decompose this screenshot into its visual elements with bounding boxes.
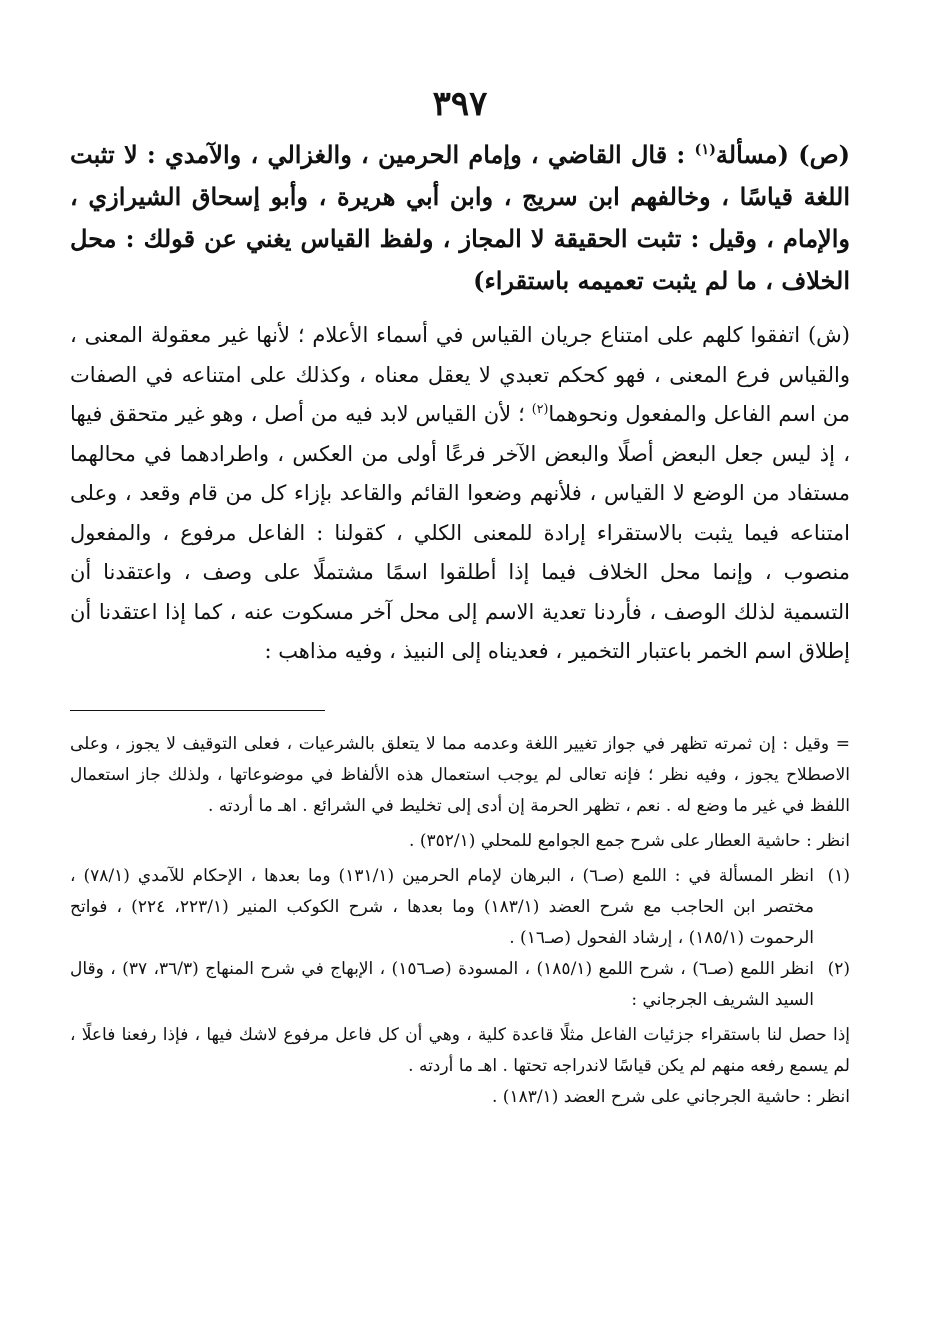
- matn-prefix: (ص) (مسألة: [715, 140, 850, 169]
- footnote-number: (١): [827, 865, 850, 886]
- sharh-text-after: ؛ لأن القياس لابد فيه من أصل ، وهو غير متحقق فيها ، إذ ليس جعل البعض أصلًا والبعض الآخر فرعًا أولى من العكس ، واطرادهما في محالهما مستفاد من الوضع لا القياس ، فلأنهم وضعوا القائم والقاعد بإزاء كل من قام وقعد ، وعلى امتناعه فيما يثبت بالاستقراء إرادة للمعنى الكلي ، كقولنا : الفاعل مرفوع ، والمفعول منصوب ، وإنما محل الخلاف فيما إذا أطلقوا اسمًا مشتملًا على وصف ، واعتقدنا أن التسمية لذلك الوصف ، فأردنا تعدية الاسم إلى محل آخر مسكوت عنه ، كما إذا اعتقدنا أن إطلاق اسم الخمر باعتبار التخمير ، فعديناه إلى النبيذ ، وفيه مذاهب :: [70, 402, 850, 663]
- matn-text: : قال القاضي ، وإمام الحرمين ، والغزالي ، والآمدي : لا تثبت اللغة قياسًا ، وخالفهم ابن سريج ، وابن أبي هريرة ، وأبو إسحاق الشيرازي ، والإمام ، وقيل : تثبت الحقيقة لا المجاز ، ولفظ القياس يغني عن قولك : محل الخلاف ، ما لم يثبت تعميمه باستقراء): [70, 140, 850, 295]
- sharh-footnote-ref: (٢): [531, 401, 549, 416]
- footnote-text: انظر اللمع (صـ٦) ، شرح اللمع (١٨٥/١) ، المسودة (صـ١٥٦) ، الإبهاج في شرح المنهاج (٣٦/٣، ٣٧) ، وقال السيد الشريف الجرجاني :: [70, 958, 815, 1010]
- footnote-2: [70, 954, 850, 1016]
- footnote-number: (٢): [827, 958, 850, 979]
- footnote-1: [70, 861, 850, 954]
- footnote-quote: إذا حصل لنا باستقراء جزئيات الفاعل مثلًا قاعدة كلية ، وهي أن كل فاعل مرفوع لاشك فيها ، فإذا رفعنا فاعلًا ، لم يسمع رفعه منهم لم يكن قياسًا لاندراجه تحتها . اهـ ما أردته .: [70, 1024, 850, 1076]
- sharh-text-before: (ش) اتفقوا كلهم على امتناع جريان القياس في أسماء الأعلام ؛ لأنها غير معقولة المعنى ، والقياس فرع المعنى ، فهو كحكم تعبدي لا يعقل معناه ، وكذلك على امتناعه في الصفات من اسم الفاعل والمفعول ونحوهما: [70, 323, 850, 426]
- sharh-paragraph: [70, 316, 850, 672]
- matn-paragraph: [70, 134, 850, 302]
- footnotes-section: [70, 729, 850, 1113]
- footnote-quote-source: انظر : حاشية الجرجاني على شرح العضد (١٨٣/١) .: [491, 1086, 850, 1107]
- footnote-separator: [70, 710, 325, 711]
- matn-footnote-ref: (١): [694, 141, 716, 158]
- footnote-continuation-source: انظر : حاشية العطار على شرح جمع الجوامع للمحلي (٣٥٢/١) .: [409, 830, 850, 851]
- footnote-text: انظر المسألة في : اللمع (صـ٦) ، البرهان لإمام الحرمين (١٣١/١) وما بعدها ، الإحكام للآمدي (٧٨/١) ، مختصر ابن الحاجب مع شرح العضد (١٨٣/١) وما بعدها ، شرح الكوكب المنير (٢٢٣/١، ٢٢٤) ، فواتح الرحموت (١٨٥/١) ، إرشاد الفحول (صـ١٦) .: [70, 865, 815, 948]
- book-page: [70, 80, 850, 1113]
- page-number: ٣٩٧: [432, 84, 488, 124]
- footnote-continuation: = وقيل : إن ثمرته تظهر في جواز تغيير اللغة وعدمه مما لا يتعلق بالشرعيات ، فعلى التوقيف لا يجوز ، وعلى الاصطلاح يجوز ، وفيه نظر ؛ فإنه تعالى لم يوجب استعمال هذه الألفاظ في موضوعاتها ، ولذلك جاز استعمال اللفظ في غير ما وضع له . نعم ، تظهر الحرمة إن أدى إلى تخليط في الشرائع . اهـ ما أردته .: [70, 733, 850, 816]
